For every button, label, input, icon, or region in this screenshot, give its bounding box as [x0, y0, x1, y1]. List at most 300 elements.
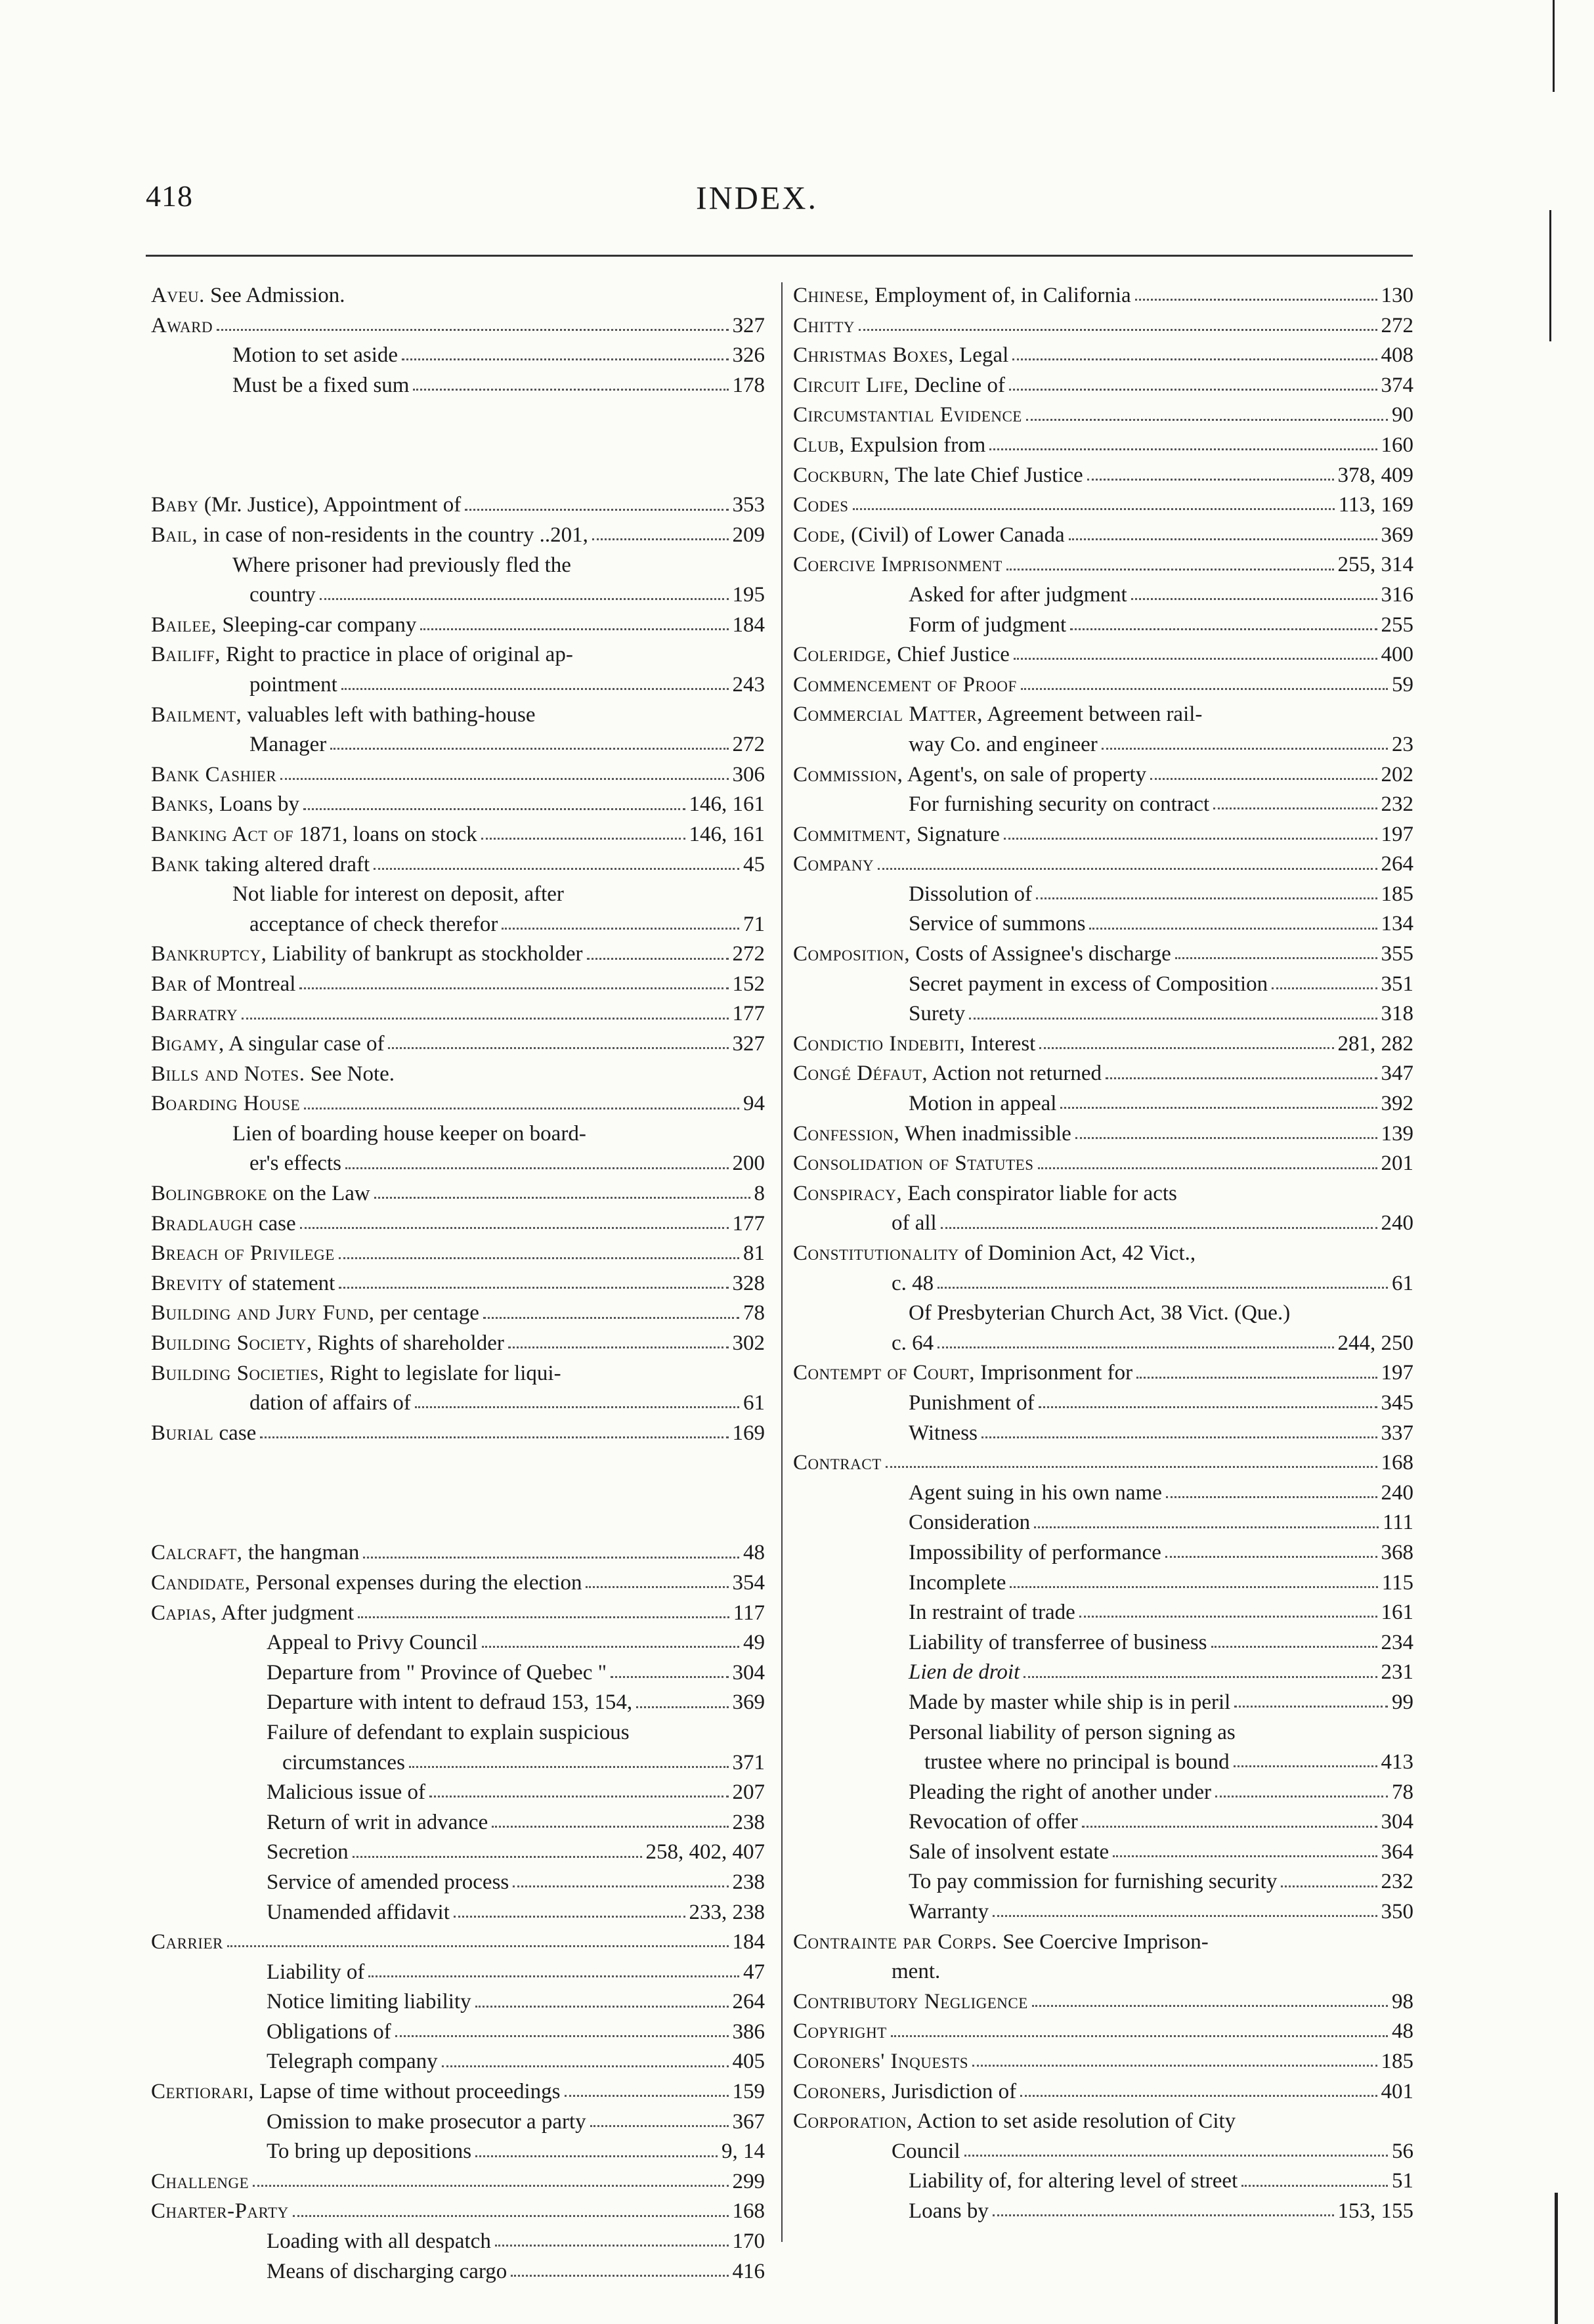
page-reference: 146, 161	[689, 822, 765, 846]
entry-text	[151, 2077, 561, 2107]
index-subentry	[793, 999, 1413, 1029]
entry-text	[909, 1089, 1056, 1119]
entry-text	[151, 281, 345, 311]
entry-text	[909, 1778, 1211, 1808]
entry-heading: Contrainte par Corps.	[793, 1929, 998, 1954]
entry-text	[249, 910, 498, 940]
dot-leader	[341, 688, 729, 690]
page-number: 418	[146, 179, 193, 213]
entry-description: Failure of defendant to explain suspicious	[267, 1720, 630, 1744]
entry-text	[232, 371, 409, 401]
entry-text	[793, 311, 855, 341]
page-reference: 234	[1381, 1630, 1413, 1654]
entry-description: (Civil) of Lower Canada	[846, 523, 1065, 547]
left-index-column	[151, 281, 765, 2287]
dot-leader	[429, 1796, 729, 1797]
index-entry	[151, 640, 765, 670]
entry-heading: Commitment,	[793, 822, 912, 846]
index-subentry	[793, 1867, 1413, 1897]
dot-leader	[1021, 688, 1388, 690]
entry-description: Lien of boarding house keeper on board-	[232, 1121, 586, 1146]
entry-heading: Congé Défaut,	[793, 1062, 928, 1086]
index-subentry	[151, 1718, 765, 1748]
entry-description: Costs of Assignee's discharge	[910, 942, 1171, 966]
entry-heading: Constitutionality	[793, 1241, 959, 1265]
entry-text	[793, 1119, 1071, 1150]
entry-description: Lapse of time without proceedings	[254, 2080, 561, 2104]
entry-text	[909, 2166, 1238, 2197]
entry-text	[909, 970, 1268, 1000]
dot-leader	[941, 1227, 1377, 1229]
dot-leader	[1089, 928, 1377, 930]
entry-heading: Corporation,	[793, 2109, 913, 2134]
entry-description: See Note.	[305, 1062, 395, 1086]
entry-description: er's effects	[249, 1151, 342, 1176]
entry-description: To pay commission for furnishing security	[909, 1870, 1278, 1894]
scan-edge-mark	[1553, 0, 1555, 92]
entry-text	[267, 1987, 471, 2017]
dot-leader	[442, 2065, 729, 2067]
page-reference: 386	[732, 2019, 765, 2044]
index-entry	[793, 371, 1413, 401]
entry-text	[151, 2167, 249, 2197]
entry-text	[249, 730, 326, 760]
entry-description: Not liable for interest on deposit, after	[232, 882, 564, 907]
page-reference: 78	[1392, 1780, 1413, 1804]
index-subentry	[793, 1688, 1413, 1718]
entry-text	[892, 1957, 940, 1987]
entry-description: Secret payment in excess of Composition	[909, 972, 1268, 996]
entry-text	[151, 490, 461, 521]
index-subentry	[793, 1718, 1413, 1748]
entry-text	[267, 1898, 450, 1928]
dot-leader	[853, 508, 1335, 510]
dot-leader	[989, 448, 1377, 450]
entry-text	[909, 1897, 989, 1927]
index-entry	[151, 1927, 765, 1958]
entry-description: Right to legislate for liqui-	[324, 1361, 561, 1385]
dot-leader	[1136, 1377, 1377, 1379]
entry-text	[267, 2257, 507, 2287]
entry-heading: Bar	[151, 972, 188, 996]
index-subentry	[151, 1388, 765, 1419]
page-reference: 202	[1381, 762, 1413, 786]
entry-heading: Aveu.	[151, 284, 205, 307]
dot-leader	[590, 2125, 729, 2127]
page-reference: 304	[732, 1660, 765, 1685]
entry-description: Manager	[249, 733, 327, 757]
page-reference: 201	[1381, 1151, 1413, 1176]
entry-description: Consideration	[909, 1511, 1031, 1535]
page-reference: 255, 314	[1337, 553, 1413, 577]
page-reference: 130	[1381, 284, 1413, 307]
page-reference: 264	[732, 1990, 765, 2014]
dot-leader	[1010, 1586, 1377, 1588]
dot-leader	[611, 1676, 728, 1678]
dot-leader	[420, 628, 728, 630]
dot-leader	[388, 1047, 728, 1049]
entry-text	[793, 2107, 1236, 2137]
header-rule	[146, 255, 1413, 257]
dot-leader	[481, 838, 685, 840]
right-index-column	[793, 281, 1413, 2227]
dot-leader	[1070, 628, 1377, 630]
dot-leader	[320, 598, 729, 600]
dot-leader	[1039, 1047, 1333, 1049]
page-reference: 169	[732, 1421, 765, 1445]
dot-leader	[330, 748, 728, 750]
index-subentry	[793, 1478, 1413, 1509]
entry-heading: Building Societies,	[151, 1361, 325, 1385]
entry-description: Agent's, on sale of property	[903, 762, 1147, 786]
dot-leader	[859, 329, 1377, 331]
entry-text	[793, 700, 1202, 730]
entry-description: dation of affairs of	[249, 1391, 411, 1415]
dot-leader	[993, 1915, 1377, 1917]
page-reference: 327	[732, 1032, 765, 1056]
entry-description: Surety	[909, 1002, 966, 1026]
index-subentry	[151, 1688, 765, 1718]
dot-leader	[891, 2035, 1388, 2037]
index-subentry	[793, 970, 1413, 1000]
index-entry	[151, 611, 765, 641]
entry-text	[151, 521, 588, 551]
entry-description: Asked for after judgment	[909, 582, 1127, 607]
page-reference: 23	[1392, 732, 1413, 756]
entry-text	[909, 1299, 1290, 1329]
entry-text	[151, 611, 416, 641]
entry-description: Departure with intent to defraud 153, 154,	[267, 1690, 633, 1715]
entry-description: taking altered draft	[199, 852, 370, 876]
page-reference: 326	[732, 343, 765, 368]
entry-heading: Company	[793, 852, 874, 876]
entry-heading: Bail,	[151, 523, 198, 547]
entry-description: Obligations of	[267, 2019, 391, 2044]
entry-text	[793, 1059, 1102, 1089]
entry-text	[151, 1329, 504, 1359]
entry-text	[282, 1748, 405, 1778]
index-entry	[151, 970, 765, 1000]
entry-text	[892, 2137, 960, 2167]
index-subentry	[793, 790, 1413, 820]
dot-leader	[253, 2185, 728, 2187]
index-entry	[151, 1089, 765, 1119]
dot-leader	[964, 2155, 1389, 2157]
dot-leader	[300, 1227, 729, 1229]
dot-leader	[299, 987, 728, 989]
index-entry	[793, 1927, 1413, 1958]
dot-leader	[483, 1317, 739, 1319]
page-reference: 185	[1381, 882, 1413, 906]
dot-leader	[1165, 1556, 1377, 1558]
index-entry	[151, 2167, 765, 2197]
entry-description: pointment	[249, 672, 337, 697]
entry-text	[793, 1358, 1132, 1388]
page-reference: 209	[732, 523, 765, 547]
entry-heading: Bradlaugh	[151, 1211, 253, 1236]
entry-description: per centage	[374, 1301, 479, 1325]
dot-leader	[1234, 1706, 1388, 1708]
entry-description: country	[249, 583, 316, 607]
page-reference: 353	[732, 493, 765, 517]
entry-text	[909, 1419, 978, 1449]
entry-description: Made by master while ship is in peril	[909, 1690, 1231, 1714]
index-subentry	[151, 2047, 765, 2077]
entry-heading: Copyright	[793, 2019, 887, 2044]
dot-leader	[1069, 538, 1377, 540]
dot-leader	[969, 1018, 1377, 1020]
index-entry	[793, 490, 1413, 521]
dot-leader	[242, 1018, 728, 1020]
index-subentry	[151, 910, 765, 940]
entry-heading: Certiorari,	[151, 2080, 255, 2104]
page-reference: 302	[732, 1331, 765, 1355]
entry-text	[151, 790, 299, 820]
entry-text	[909, 880, 1032, 910]
entry-text	[793, 1987, 1028, 2017]
entry-text	[151, 1568, 582, 1599]
entry-text	[267, 1718, 630, 1748]
entry-heading: Bills and Notes.	[151, 1062, 305, 1086]
dot-leader	[1213, 807, 1377, 809]
page-reference: 345	[1381, 1390, 1413, 1415]
page-reference: 240	[1381, 1211, 1413, 1236]
entry-text	[793, 640, 1010, 670]
entry-description: ment.	[892, 1960, 941, 1984]
entry-heading: Bank	[151, 852, 200, 876]
dot-leader	[304, 1108, 739, 1109]
entry-text	[793, 1927, 1209, 1958]
running-title: INDEX.	[696, 179, 819, 216]
entry-heading: Bankruptcy,	[151, 942, 267, 966]
page-reference: 161	[1381, 1601, 1413, 1625]
entry-text	[151, 2197, 289, 2227]
index-entry	[793, 1448, 1413, 1478]
page-reference: 369	[732, 1690, 765, 1715]
page-reference: 371	[732, 1750, 765, 1775]
page-reference: 207	[732, 1780, 765, 1805]
index-subentry	[151, 1838, 765, 1868]
page-reference: 185	[1381, 2050, 1413, 2074]
page-reference: 197	[1381, 822, 1413, 846]
index-subentry	[793, 580, 1413, 611]
index-subentry	[793, 730, 1413, 760]
index-entry	[793, 1059, 1413, 1089]
entry-description: For furnishing security on contract	[909, 792, 1210, 817]
entry-text	[909, 1598, 1075, 1628]
entry-description: of statement	[223, 1271, 335, 1295]
index-subentry	[793, 1957, 1413, 1987]
page-reference: 364	[1381, 1840, 1413, 1864]
entry-description: Loading with all despatch	[267, 2229, 491, 2254]
entry-text	[267, 1688, 632, 1718]
page-reference: 401	[1381, 2079, 1413, 2103]
page-reference: 51	[1392, 2169, 1413, 2193]
page-reference: 400	[1381, 643, 1413, 667]
page-reference: 61	[743, 1391, 765, 1415]
entry-text	[892, 1329, 934, 1359]
entry-text	[793, 461, 1083, 491]
dot-leader	[227, 1945, 729, 1947]
dot-leader	[395, 2035, 729, 2037]
entry-text	[793, 490, 849, 521]
page-reference: 255	[1381, 613, 1413, 637]
index-subentry	[793, 1419, 1413, 1449]
entry-description: of Dominion Act, 42 Vict.,	[959, 1241, 1196, 1265]
section-gap	[151, 1448, 765, 1538]
dot-leader	[1211, 1646, 1377, 1648]
entry-description: Incomplete	[909, 1570, 1006, 1595]
dot-leader	[1014, 658, 1377, 660]
entry-text	[909, 611, 1066, 641]
page-reference: 272	[732, 733, 765, 757]
entry-description: Punishment of	[909, 1390, 1035, 1415]
index-subentry	[793, 1778, 1413, 1808]
index-entry	[151, 1419, 765, 1449]
index-entry	[793, 850, 1413, 880]
entry-heading: Composition,	[793, 942, 911, 966]
page-reference: 111	[1382, 1511, 1413, 1535]
index-entry	[151, 490, 765, 521]
index-subentry	[151, 730, 765, 760]
index-subentry	[793, 1807, 1413, 1838]
entry-heading: Bailiff,	[151, 643, 221, 667]
page-reference: 272	[732, 942, 765, 966]
entry-text	[793, 670, 1017, 700]
entry-description: Must be a fixed sum	[232, 373, 410, 397]
entry-description: Loans by	[213, 792, 300, 817]
dot-leader	[972, 2065, 1377, 2067]
page-reference: 318	[1381, 1002, 1413, 1026]
entry-heading: Bailment,	[151, 702, 242, 727]
page-reference: 90	[1392, 403, 1413, 427]
dot-leader	[508, 1346, 729, 1348]
entry-text	[151, 820, 477, 850]
index-subentry	[793, 1897, 1413, 1927]
page-reference: 369	[1381, 523, 1413, 547]
entry-heading: Coroners,	[793, 2079, 887, 2103]
page-reference: 258, 402, 407	[645, 1840, 765, 1864]
entry-heading: Code,	[793, 523, 846, 547]
entry-description: Sale of insolvent estate	[909, 1840, 1109, 1864]
index-entry	[793, 820, 1413, 850]
entry-description: Unamended affidavit	[267, 1900, 450, 1924]
entry-description: Secretion	[267, 1840, 349, 1864]
entry-description: Motion in appeal	[909, 1092, 1057, 1116]
entry-description: Each conspirator liable for acts	[902, 1181, 1177, 1205]
index-subentry	[793, 1089, 1413, 1119]
entry-heading: Christmas Boxes,	[793, 343, 954, 368]
entry-description: Sleeping-car company	[217, 613, 417, 637]
entry-text	[793, 1179, 1177, 1209]
page-reference: 177	[732, 1002, 765, 1026]
dot-leader	[465, 509, 728, 511]
page-reference: 281, 282	[1337, 1031, 1413, 1056]
entry-heading: Challenge	[151, 2169, 249, 2193]
page-reference: 81	[743, 1241, 765, 1266]
dot-leader	[303, 808, 685, 810]
page-reference: 231	[1381, 1660, 1413, 1685]
entry-text	[151, 939, 583, 970]
entry-text	[151, 1209, 296, 1239]
dot-leader	[1039, 1406, 1377, 1408]
dot-leader	[454, 1916, 685, 1918]
index-entry	[793, 700, 1413, 730]
index-subentry	[793, 1628, 1413, 1658]
entry-description: See Admission.	[204, 284, 345, 307]
index-entry	[151, 1029, 765, 1060]
entry-heading: Chinese,	[793, 284, 870, 307]
page-reference: 71	[743, 912, 765, 936]
dot-leader	[1131, 598, 1377, 600]
entry-description: Rights of shareholder	[312, 1331, 504, 1355]
index-subentry	[793, 1568, 1413, 1599]
entry-text	[793, 341, 1008, 371]
index-entry	[151, 1239, 765, 1269]
page-reference: 9, 14	[722, 2140, 765, 2164]
page-reference: 115	[1381, 1570, 1413, 1595]
dot-leader	[492, 1826, 728, 1828]
entry-text	[909, 1688, 1230, 1718]
entry-heading: Circuit Life,	[793, 373, 909, 397]
dot-leader	[586, 1586, 728, 1588]
dot-leader	[1020, 2095, 1377, 2097]
index-entry	[151, 700, 765, 731]
entry-text	[793, 550, 1002, 580]
entry-heading: Charter-Party	[151, 2199, 289, 2224]
entry-text	[909, 1658, 1020, 1688]
entry-heading: Burial	[151, 1421, 214, 1445]
page-reference: 94	[743, 1092, 765, 1116]
page-reference: 61	[1392, 1271, 1413, 1295]
page-reference: 197	[1381, 1361, 1413, 1385]
entry-heading: Barratry	[151, 1002, 238, 1026]
entry-description: valuables left with bathing-house	[242, 702, 536, 727]
dot-leader	[374, 1197, 750, 1199]
dot-leader	[993, 2214, 1334, 2216]
index-entry	[151, 1599, 765, 1629]
entry-description: trustee where no principal is bound	[924, 1750, 1230, 1775]
index-entry	[793, 1029, 1413, 1060]
entry-heading: Capias,	[151, 1601, 217, 1625]
entry-text	[793, 1448, 882, 1478]
page-reference: 243	[732, 672, 765, 697]
entry-text	[267, 1808, 488, 1838]
dot-leader	[217, 329, 728, 331]
dot-leader	[1036, 897, 1377, 899]
entry-description: Motion to set aside	[232, 343, 398, 368]
index-entry	[793, 2047, 1413, 2077]
entry-text	[267, 1778, 425, 1808]
dot-leader	[1234, 1765, 1377, 1767]
page-reference: 354	[732, 1570, 765, 1595]
entry-heading: Calcraft,	[151, 1541, 243, 1565]
index-subentry	[151, 1628, 765, 1658]
dot-leader	[495, 2245, 729, 2247]
entry-text	[151, 1029, 384, 1060]
index-entry	[151, 1209, 765, 1239]
entry-text	[793, 2077, 1016, 2107]
entry-heading: Bigamy,	[151, 1032, 225, 1056]
page-reference: 178	[732, 373, 765, 397]
entry-description: Warranty	[909, 1900, 989, 1924]
entry-description: Lien de droit	[909, 1660, 1020, 1685]
entry-text	[249, 1149, 341, 1179]
entry-description: the hangman	[242, 1541, 360, 1565]
entry-text	[232, 551, 571, 581]
dot-leader	[937, 1346, 1333, 1348]
entry-text	[793, 2017, 887, 2047]
